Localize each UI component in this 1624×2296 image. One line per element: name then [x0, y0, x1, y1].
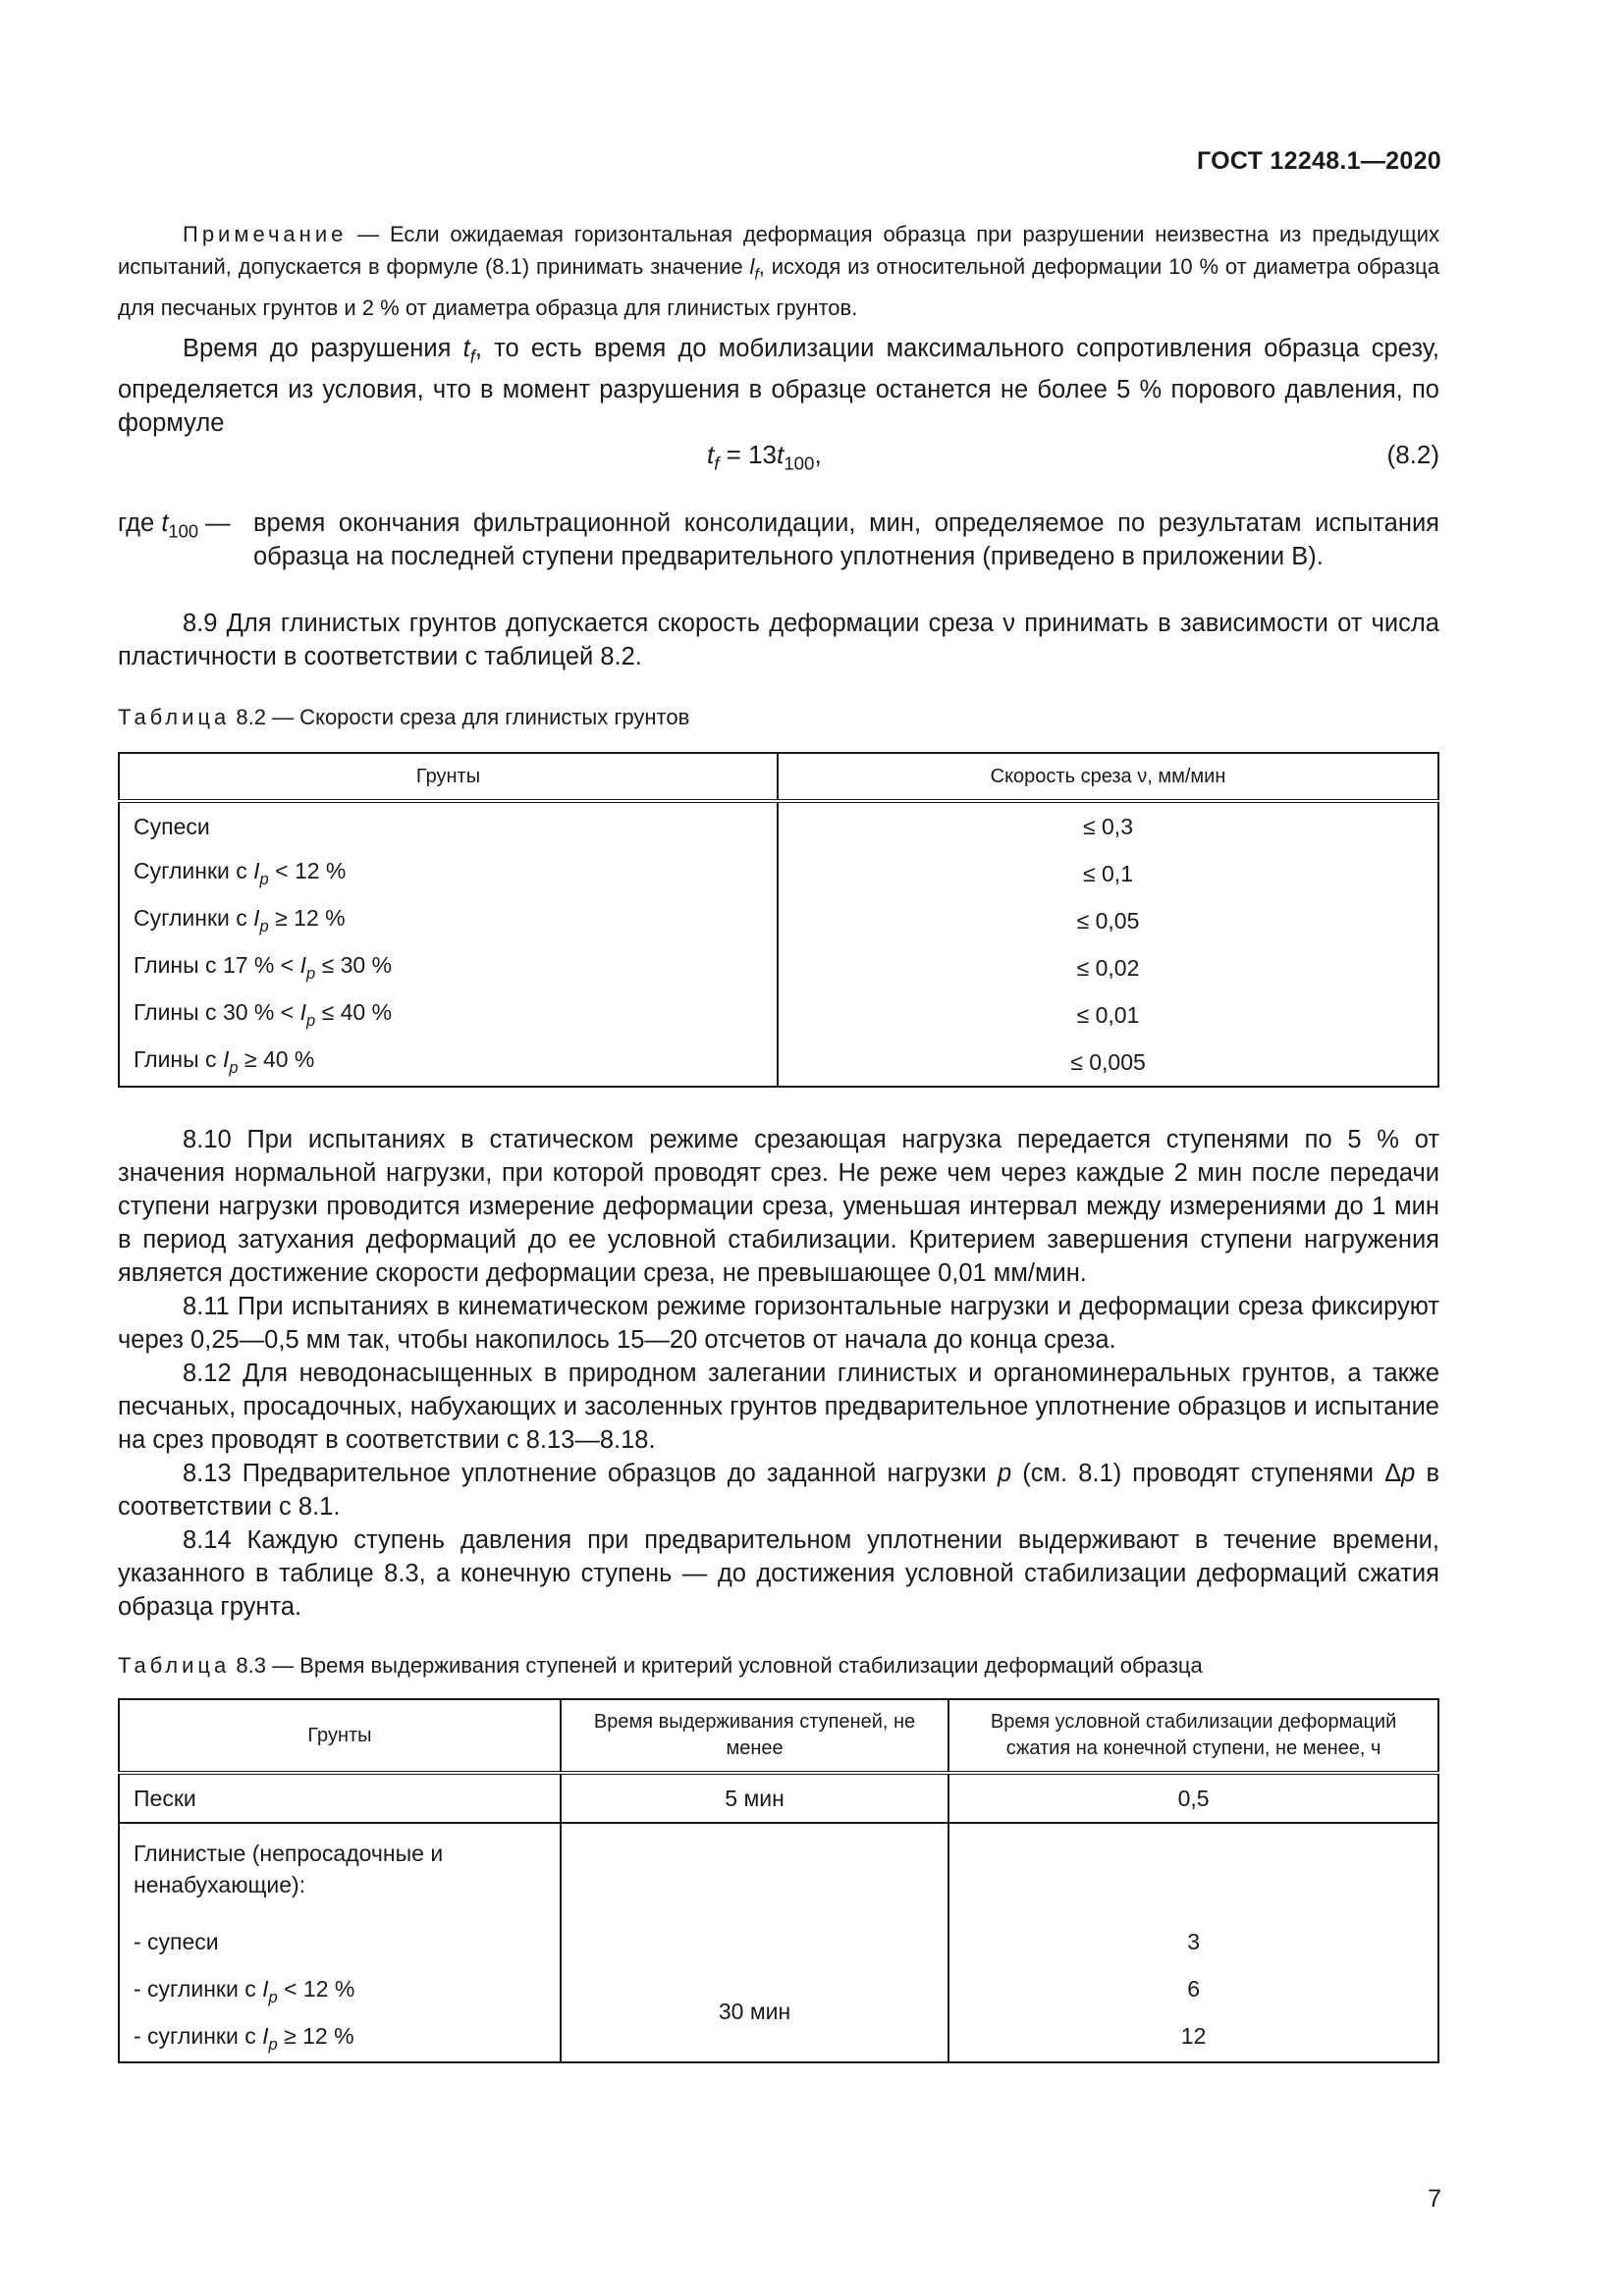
- note-text-1: — Если ожидаемая горизонтальная деформация образца при разрушении неизвестна из предыдущих испытаний, допускается в формуле (8.1) принимать значение: [118, 222, 1439, 279]
- table-8-3: [118, 1698, 1439, 2063]
- soil-text-post: ≥ 40 %: [238, 1046, 315, 1073]
- soil-var: I: [299, 999, 306, 1026]
- p8-9-text: 8.9 Для глинистых грунтов допускается скорость деформации среза ν принимать в зависимости от числа пластичности в соответствии с таблицей 8.2.: [118, 610, 1439, 670]
- formula-number: (8.2): [1386, 440, 1439, 469]
- clayey-title: Глинистые (непросадочные и ненабухающие):: [134, 1841, 444, 1897]
- table-cell-speed: ≤ 0,05: [778, 897, 1438, 944]
- table-cell-hold: 5 мин: [561, 1773, 948, 1823]
- sub-soil-text: - суглинки с: [134, 1976, 263, 2002]
- where-word: где: [118, 509, 162, 537]
- table-cell-soil: [119, 850, 778, 897]
- soil-var: I: [299, 952, 306, 979]
- table-cell-soil: [119, 991, 778, 1039]
- table-8-3-caption: [118, 1653, 1203, 1679]
- table-8-2-caption: [118, 705, 689, 730]
- table-cell-speed: ≤ 0,1: [778, 850, 1438, 897]
- sub-soil-text-post: ≥ 12 %: [277, 2023, 354, 2049]
- table-8-3-header-hold: Время выдерживания ступеней, не менее: [561, 1699, 948, 1773]
- p8-13-text-2: (см. 8.1) проводят ступенями: [1011, 1460, 1385, 1487]
- paragraph-8-9: [118, 607, 1439, 673]
- soil-text-post: ≥ 12 %: [268, 905, 346, 932]
- soil-var-sub: p: [229, 1057, 239, 1077]
- table-8-2-caption-text: 8.2 — Скорости среза для глинистых грунтов: [230, 705, 690, 729]
- table-8-2-header-row: [119, 753, 1438, 801]
- para-time-text-1: Время до разрушения: [183, 335, 463, 362]
- table-cell-soil: [119, 897, 778, 944]
- note-var: l: [749, 254, 755, 279]
- where-var: t: [161, 509, 169, 537]
- sub-soil-var-sub: p: [268, 1987, 278, 2006]
- para-time-text-2: , то есть время до мобилизации максимального сопротивления образца срезу, определяется из условия, что в момент разрушения в образце останется не более 5 % порового давления, по формуле: [118, 335, 1440, 438]
- p8-10-text: 8.10 При испытаниях в статическом режиме срезающая нагрузка передается ступенями по 5 % от значения нормальной нагрузки, при которой проводят срез. Не реже чем через каждые 2 мин после передачи ступени нагрузки проводится измерение деформации среза, уменьшая интервал между измерениями до 1 мин в период затухания деформаций до ее условной стабилизации. Критерием завершения ступени нагружения является достижение скорости деформации среза, не превышающее 0,01 мм/мин.: [118, 1126, 1439, 1287]
- p8-13-delta: Δ: [1384, 1460, 1402, 1487]
- p8-13-var2: p: [1401, 1460, 1416, 1487]
- sub-soil-text: - суглинки с: [134, 2023, 263, 2049]
- para-time-var: t: [462, 335, 470, 362]
- paragraph-8-12: [118, 1357, 1439, 1457]
- soil-text-post: ≤ 40 %: [315, 999, 393, 1026]
- soil-var: I: [253, 905, 260, 932]
- soil-var-sub: p: [305, 1010, 316, 1030]
- table-8-3-header-row: [119, 1699, 1438, 1773]
- table-row: [119, 801, 1438, 850]
- table-row: [119, 944, 1438, 991]
- sub-row-stab: 6: [1187, 1976, 1200, 2002]
- soil-text: Глины с: [134, 1046, 223, 1073]
- table-cell-speed: ≤ 0,005: [778, 1039, 1438, 1087]
- where-var-sub: 100: [168, 520, 199, 542]
- table-cell-speed: ≤ 0,01: [778, 991, 1438, 1039]
- paragraph-8-11: [118, 1290, 1439, 1357]
- table-cell-soil: Пески: [119, 1773, 561, 1823]
- sub-soil-var-sub: p: [268, 2034, 278, 2054]
- p8-13-var: p: [997, 1460, 1012, 1487]
- soil-text-post: ≤ 30 %: [315, 952, 393, 979]
- table-cell-soil: [119, 801, 778, 850]
- table-cell-speed: ≤ 0,3: [778, 801, 1438, 850]
- soil-text: Суглинки с: [134, 905, 254, 932]
- table-cell-speed: ≤ 0,02: [778, 944, 1438, 991]
- table-cell-hold-clayey: 30 мин: [561, 1823, 948, 2062]
- paragraph-8-10: [118, 1123, 1439, 1290]
- where-lead: [118, 507, 231, 548]
- sub-row-stab: 3: [1187, 1929, 1200, 1954]
- p8-11-text: 8.11 При испытаниях в кинематическом режиме горизонтальные нагрузки и деформации среза фиксируют через 0,25—0,5 мм так, чтобы накопилось 15—20 отсчетов от начала до конца среза.: [118, 1293, 1439, 1354]
- where-definition: [118, 507, 1439, 609]
- paragraph-time-to-failure: [118, 332, 1439, 440]
- table-row: [119, 1773, 1438, 1823]
- table-8-3-caption-label: Таблица: [118, 1653, 231, 1678]
- soil-text: Глины с 17 % <: [134, 952, 300, 979]
- formula-8-2: [118, 440, 1439, 479]
- formula-rhs: t: [777, 440, 785, 469]
- sub-soil-text-post: < 12 %: [277, 1976, 355, 2002]
- table-8-3-caption-text: 8.3 — Время выдерживания ступеней и критерий условной стабилизации деформаций образца: [230, 1653, 1203, 1678]
- where-dash: —: [198, 509, 231, 537]
- p8-13-text-1: 8.13 Предварительное уплотнение образцов до заданной нагрузки: [183, 1460, 998, 1487]
- paragraph-8-13: [118, 1457, 1439, 1523]
- formula-tail: ,: [814, 440, 822, 469]
- sub-row-soil: [134, 1965, 546, 2012]
- note-text-2: , исходя из относительной деформации 10 % от диаметра образца для песчаных грунтов и 2 % от диаметра образца для глинистых грунтов.: [118, 254, 1439, 320]
- sub-soil-var: I: [262, 1976, 269, 2002]
- table-8-2-header-soil: Грунты: [119, 753, 778, 801]
- document-header: ГОСТ 12248.1—2020: [1196, 147, 1441, 175]
- table-row: [119, 897, 1438, 944]
- soil-var-sub: p: [259, 916, 269, 935]
- soil-text: Глины с 30 % <: [134, 999, 300, 1026]
- where-definition-text: время окончания фильтрационной консолидации, мин, определяемое по результатам испытания образца на последней ступени предварительного уплотнения (приведено в приложении В).: [253, 509, 1439, 570]
- table-cell-soil-group: [119, 1823, 561, 2062]
- formula-lhs: t: [707, 440, 715, 469]
- table-8-3-header-stab: Время условной стабилизации деформаций сжатия на конечной ступени, не менее, ч: [948, 1699, 1438, 1773]
- soil-text: Суглинки с: [134, 858, 254, 884]
- formula-lhs-sub: f: [714, 453, 720, 474]
- table-cell-soil: [119, 944, 778, 991]
- table-row: [119, 991, 1438, 1039]
- table-8-2: [118, 752, 1439, 1088]
- p8-12-text: 8.12 Для неводонасыщенных в природном залегании глинистых и органоминеральных грунтов, а также песчаных, просадочных, набухающих и засоленных грунтов предварительное уплотнение образцов и испытание на срез проводят в соответствии с 8.13—8.18.: [118, 1360, 1439, 1454]
- note-paragraph: [118, 218, 1439, 324]
- table-cell-stab-clayey: [948, 1823, 1438, 2062]
- soil-var-sub: p: [259, 869, 269, 888]
- p8-13-text-3: в соответствии с 8.1.: [118, 1460, 1439, 1521]
- soil-text: Супеси: [134, 813, 210, 839]
- paragraph-8-14: [118, 1523, 1439, 1624]
- formula-rhs-sub: 100: [784, 453, 815, 474]
- page-number: 7: [1428, 2185, 1441, 2213]
- table-row: [119, 1039, 1438, 1087]
- sub-soil-text: - супеси: [134, 1929, 219, 1954]
- soil-var: I: [222, 1046, 230, 1073]
- table-row-clayey: [119, 1823, 1438, 2062]
- soil-var-sub: p: [305, 963, 316, 983]
- sub-soil-var: I: [262, 2023, 269, 2049]
- table-cell-stab: 0,5: [948, 1773, 1438, 1823]
- table-8-3-header-soil: Грунты: [119, 1699, 561, 1773]
- sub-row-soil: [134, 1918, 546, 1965]
- note-var-sub: f: [754, 266, 759, 284]
- note-label: Примечание: [183, 222, 348, 246]
- sub-row-soil: [134, 2012, 546, 2061]
- table-cell-soil: [119, 1039, 778, 1087]
- formula-expression: [707, 440, 822, 475]
- para-time-var-sub: f: [469, 346, 475, 367]
- soil-var: I: [253, 858, 260, 884]
- table-8-2-caption-label: Таблица: [118, 705, 231, 729]
- formula-eq: = 13: [719, 440, 777, 469]
- p8-14-text: 8.14 Каждую ступень давления при предварительном уплотнении выдерживают в течение времени, указанного в таблице 8.3, а конечную ступень — до достижения условной стабилизации деформаций сжатия образца грунта.: [118, 1526, 1439, 1621]
- sub-row-stab: 12: [1180, 2023, 1207, 2049]
- table-8-2-header-speed: Скорость среза ν, мм/мин: [778, 753, 1438, 801]
- table-row: [119, 850, 1438, 897]
- soil-text-post: < 12 %: [268, 858, 347, 884]
